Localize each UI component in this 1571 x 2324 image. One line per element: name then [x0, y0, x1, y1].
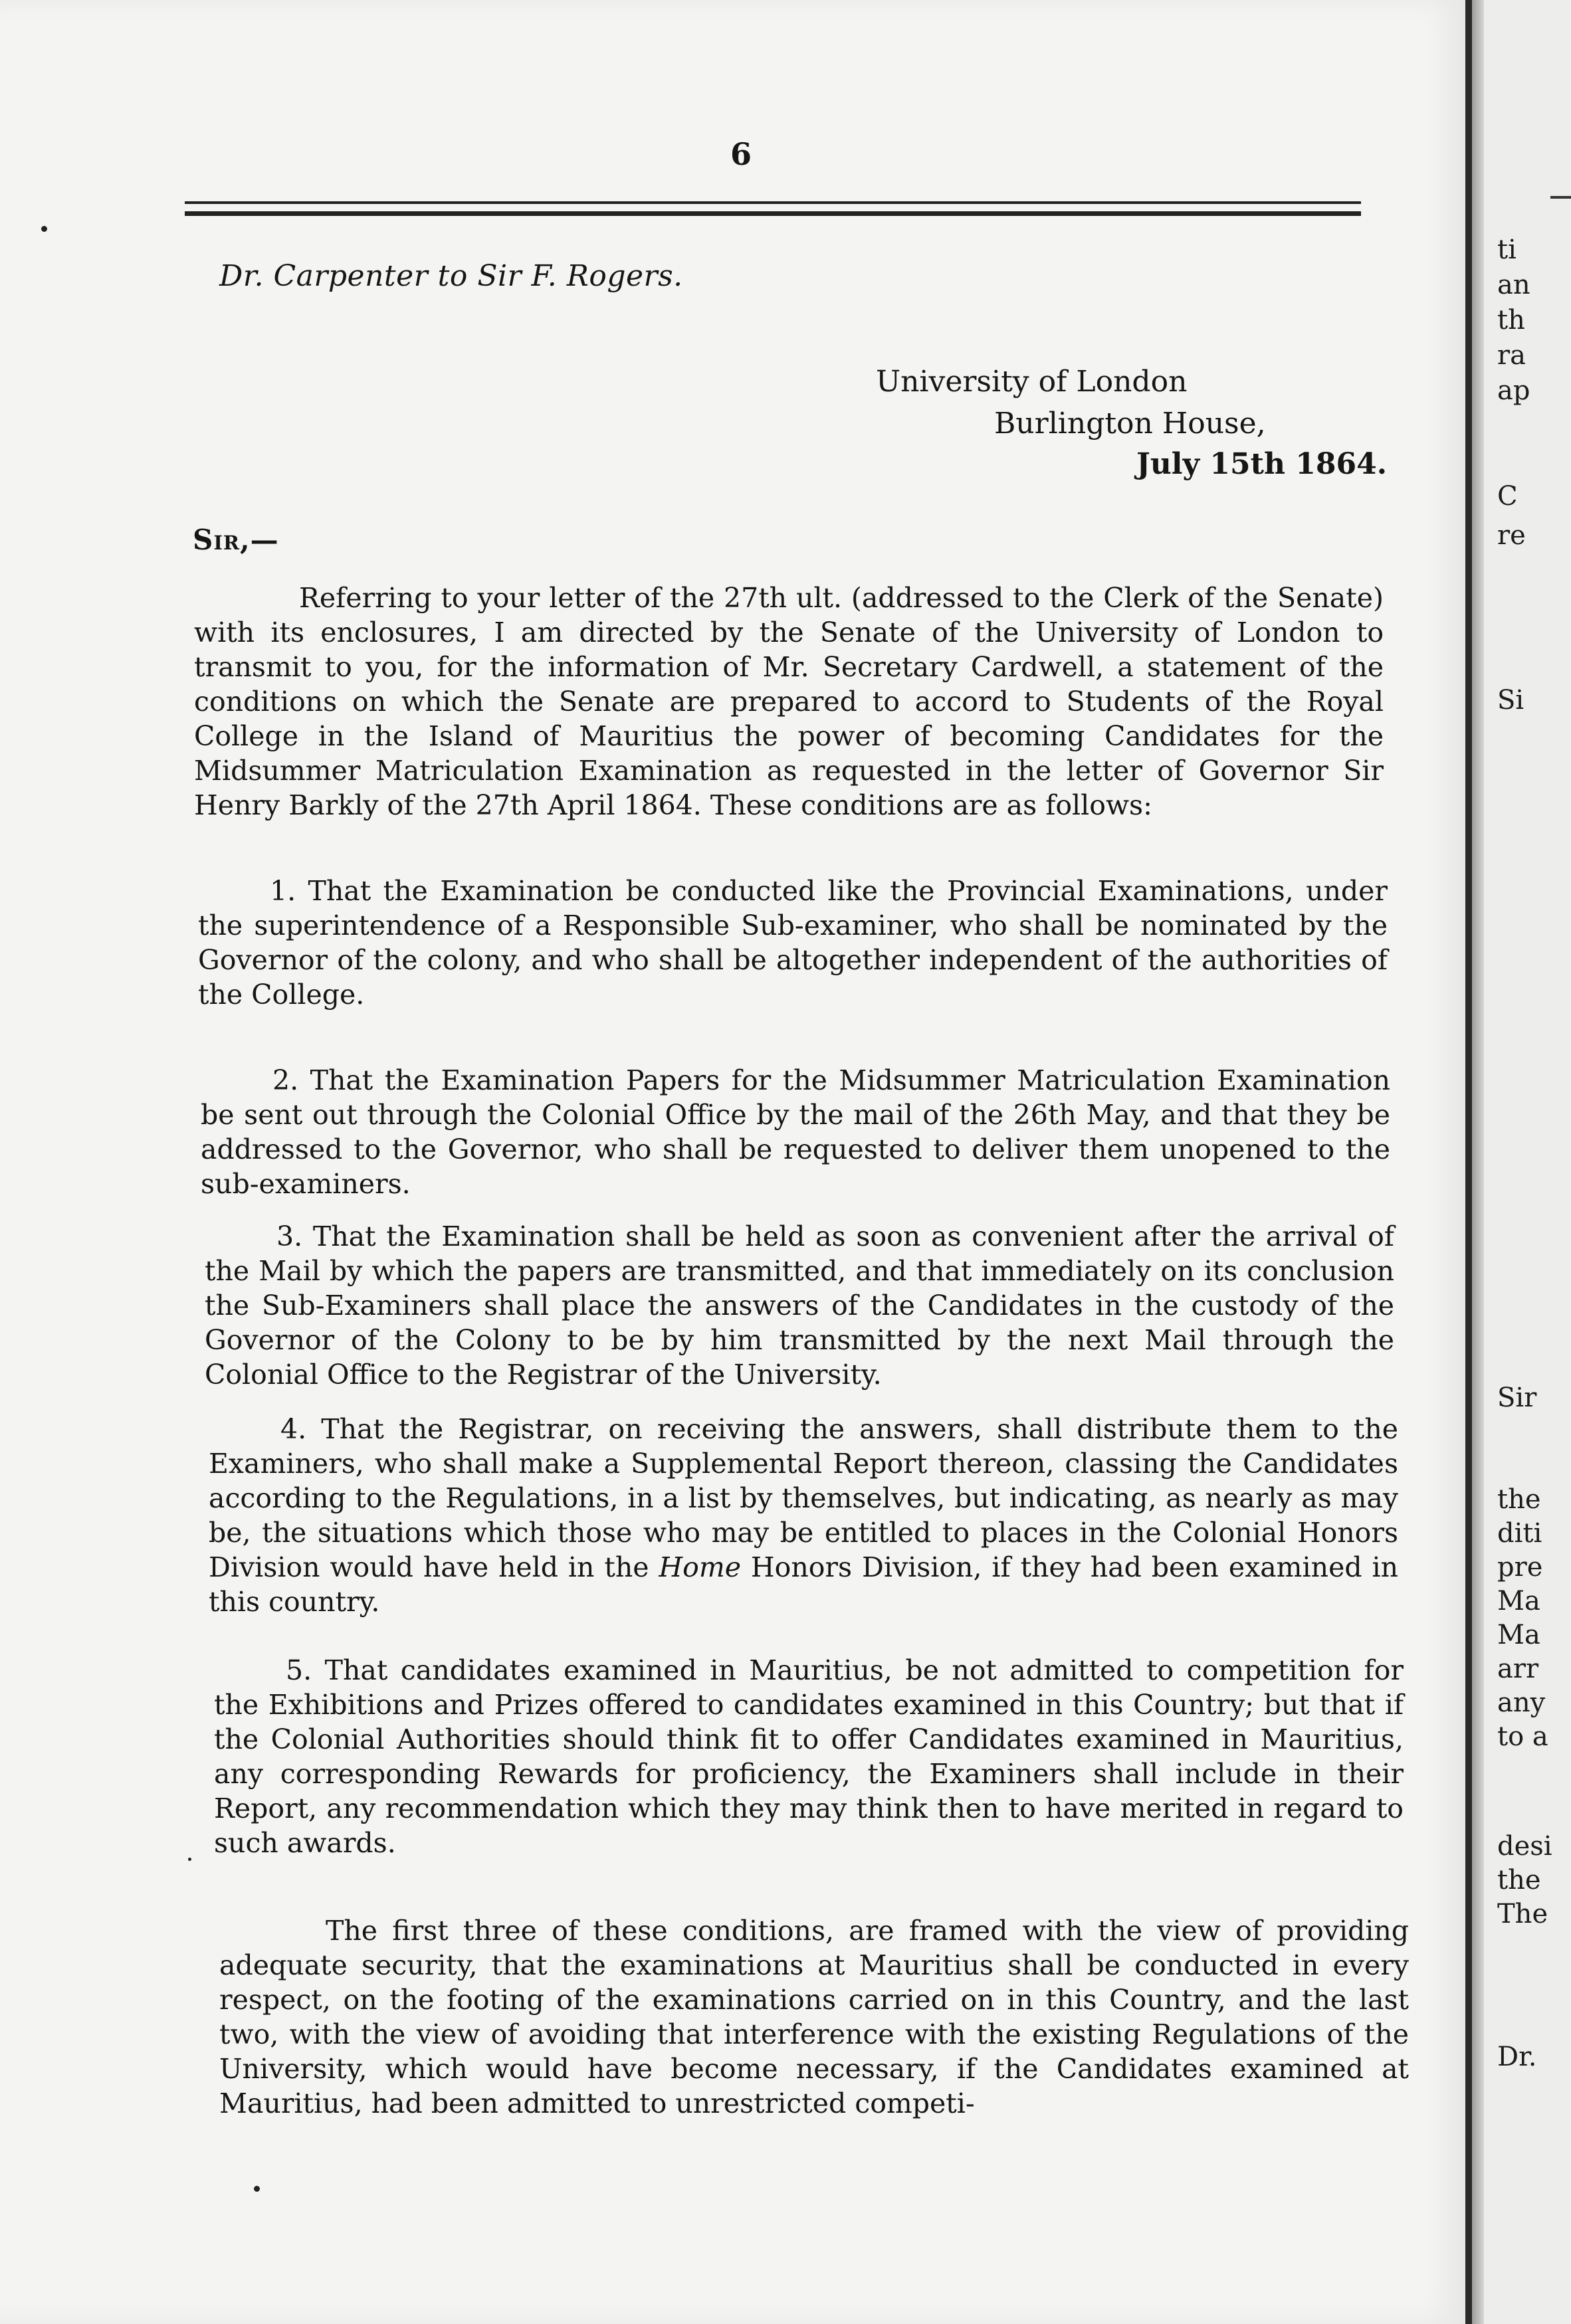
paragraph-closing: The first three of these conditions, are framed with the view of providing adequate security, that the examinations at Mauritius shall be conducted in every respect, on the footing of the examinations carried on in this Country, and the last two, with the view of avoiding that interference with the existing Regulations of the University, which would have become necessary, if the Candidates examined at Mauritius, had been admitted to unrestricted competi- — [219, 1915, 1409, 2119]
paragraph-condition-1: 1. That the Examination be conducted like the Provincial Examinations, under the superintendence of a Responsible Sub-examiner, who shall be nominated by the Governor of the colony, and who shall be altogether independent of the authorities of the College. — [198, 875, 1388, 1011]
header-double-rule — [185, 201, 1361, 216]
facing-fragment: th — [1497, 305, 1525, 336]
salutation: Sir,— — [193, 524, 279, 556]
paragraph-condition-4-end: Honors Division, if they had been examined in this country. — [209, 1551, 1399, 1618]
letter-date: July 15th 1864. — [1136, 447, 1388, 481]
paragraph-condition-4-text: 4. That the Registrar, on receiving the answers, shall distribute them to the Examiners, who shall make a Supplemental Report thereon, classing the Candidates according to the Regulations, in a list by themselves, but indicating, as nearly as may be, the situations which those who may be entitled to places in the Colonial Honors Division would have held in the — [209, 1413, 1398, 1583]
paragraph-intro: Referring to your letter of the 27th ult. (addressed to the Clerk of the Senate) with its enclosures, I am directed by the Senate of the University of London to transmit to you, for the information of Mr. Secretary Cardwell, a statement of the conditions on which the Senate are prepared to accord to Students of the Royal College in the Island of Mauritius the power of becoming Candidates for the Midsummer Matriculation Examination as requested in the letter of Governor Sir Henry Barkly of the 27th April 1864. These conditions are as follows: — [194, 582, 1384, 821]
facing-fragment: to a — [1497, 1721, 1548, 1752]
paragraph-condition-3: 3. That the Examination shall be held as soon as convenient after the arrival of the Mail by which the papers are transmitted, and that immediately on its conclusion the Sub-Examiners shall place the answers of the Candidates in the custody of the Governor of the Colony to be by him transmitted by the next Mail through the Colonial Office to the Registrar of the University. — [205, 1220, 1394, 1391]
facing-fragment: ti — [1497, 235, 1517, 265]
facing-fragment: Si — [1497, 685, 1524, 716]
facing-fragment: Ma — [1497, 1620, 1540, 1650]
facing-fragment: Sir — [1497, 1383, 1537, 1413]
ink-speck — [254, 2186, 260, 2192]
sender-address-line-2: Burlington House, — [994, 407, 1266, 440]
facing-fragment: Dr. — [1497, 2042, 1537, 2072]
facing-fragment: Ma — [1497, 1586, 1540, 1616]
facing-fragment: the — [1497, 1865, 1541, 1895]
facing-fragment: arr — [1497, 1654, 1539, 1684]
emphasis-home: Home — [659, 1551, 741, 1583]
page-number: 6 — [730, 136, 752, 172]
facing-fragment: ap — [1497, 375, 1530, 406]
ink-speck — [188, 1858, 191, 1861]
facing-fragment: re — [1497, 520, 1526, 551]
facing-fragment: pre — [1497, 1552, 1543, 1583]
ink-speck — [41, 226, 47, 232]
facing-fragment: desi — [1497, 1831, 1552, 1862]
paragraph-condition-4 — [209, 1412, 1398, 1619]
facing-fragment: The — [1497, 1899, 1548, 1929]
facing-fragment: diti — [1497, 1518, 1542, 1549]
paragraph-condition-2: 2. That the Examination Papers for the Midsummer Matriculation Examination be sent out through the Colonial Office by the mail of the 26th May, and that they be addressed to the Governor, who shall be requested to deliver them unopened to the sub-examiners. — [201, 1064, 1390, 1200]
facing-fragment: the — [1497, 1484, 1541, 1515]
facing-fragment: C — [1497, 481, 1518, 512]
sender-address-line-1: University of London — [876, 365, 1188, 399]
binding-gutter — [1465, 0, 1472, 2324]
gutter-shadow — [1472, 0, 1484, 2324]
facing-fragment: any — [1497, 1688, 1546, 1718]
letter-heading: Dr. Carpenter to Sir F. Rogers. — [219, 259, 683, 293]
facing-fragment: an — [1497, 270, 1530, 300]
paragraph-condition-5: 5. That candidates examined in Mauritius, be not admitted to competition for the Exhibitions and Prizes offered to candidates examined in this Country; but that if the Colonial Authorities should think fit to offer Candidates examined in Mauritius, any corresponding Rewards for proficiency, the Examiners shall include in their Report, any recommendation which they may think then to have merited in regard to such awards. — [214, 1654, 1404, 1859]
facing-page-fragment — [1484, 0, 1571, 2324]
facing-fragment: ra — [1497, 340, 1526, 371]
facing-page-rule — [1550, 196, 1571, 199]
